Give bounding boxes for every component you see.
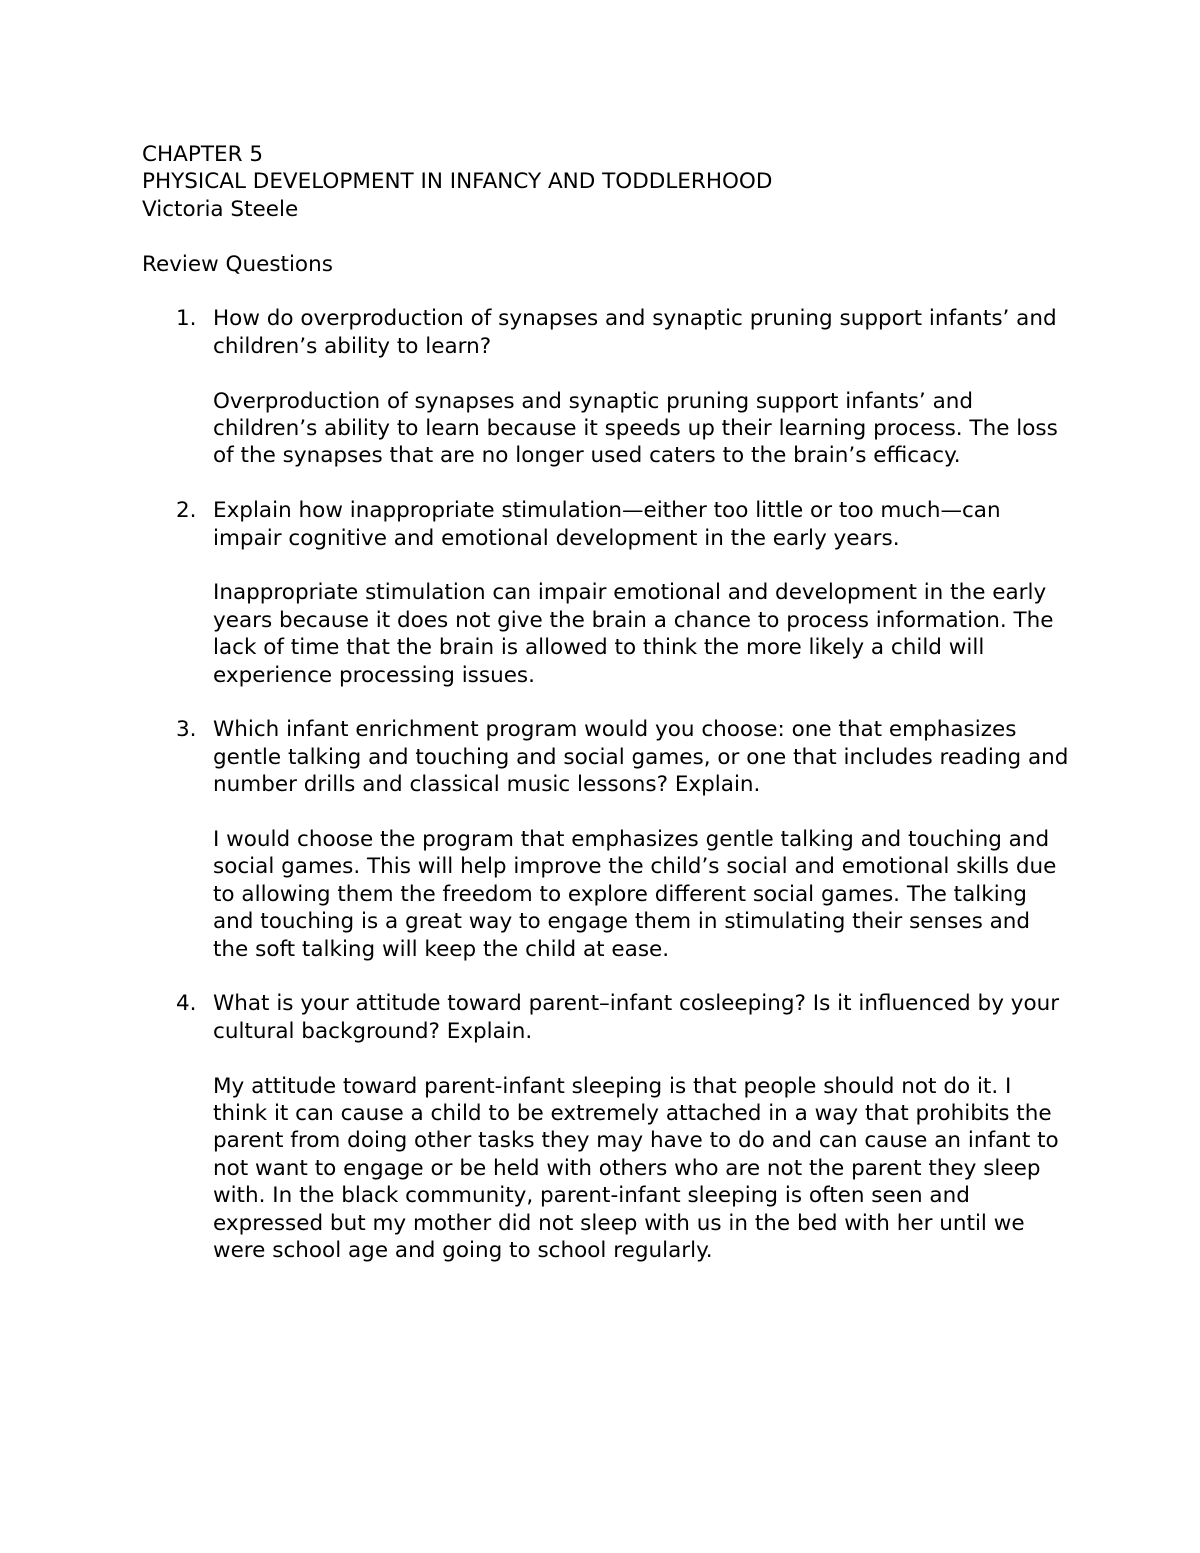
question-text: Explain how inappropriate stimulation—either too little or too much—can impair cognitive and emotional development in the early years. [213, 498, 1001, 551]
answer-text: I would choose the program that emphasizes gentle talking and touching and social games. This will help improve the child’s social and emotional skills due to allowing them the freedom to explore different social games. The talking and touching is a great way to engage them in stimulating their senses and the soft talking will keep the child at ease. [213, 827, 1057, 962]
document-page [142, 141, 1072, 1292]
question-number: 1. [176, 306, 197, 332]
answer-text: Inappropriate stimulation can impair emotional and development in the early years because it does not give the brain a chance to process information. The lack of time that the brain is allowed to think the more likely a child will experience processing issues. [213, 580, 1054, 688]
question-number: 4. [176, 991, 197, 1017]
answer-text: Overproduction of synapses and synaptic pruning support infants’ and children’s ability to learn because it speeds up their learning process. The loss of the synapses that are no longer used caters to the brain’s efficacy. [213, 388, 1058, 469]
question-item-4 [142, 990, 1072, 1264]
question-text: What is your attitude toward parent–infant cosleeping? Is it influenced by your cultural background? Explain. [213, 991, 1060, 1044]
chapter-number: CHAPTER 5 [142, 142, 264, 167]
review-questions-list [142, 305, 1072, 1264]
question-item-3 [142, 716, 1072, 963]
author-name: Victoria Steele [142, 196, 299, 222]
question-text: How do overproduction of synapses and synaptic pruning support infants’ and children’s ability to learn? [213, 306, 1057, 359]
chapter-title: PHYSICAL DEVELOPMENT IN INFANCY AND TODDLERHOOD [142, 169, 773, 195]
question-item-2 [142, 497, 1072, 689]
question-text: Which infant enrichment program would you choose: one that emphasizes gentle talking and touching and social games, or one that includes reading and number drills and classical music lessons? Explain. [213, 717, 1069, 798]
section-title: Review Questions [142, 251, 333, 277]
question-number: 3. [176, 717, 197, 743]
question-number: 2. [176, 498, 197, 524]
answer-text: My attitude toward parent-infant sleeping is that people should not do it. I think it can cause a child to be extremely attached in a way that prohibits the parent from doing other tasks they may have to do and can cause an infant to not want to engage or be held with others who are not the parent they sleep with. In the black community, parent-infant sleeping is often seen and expressed but my mother did not sleep with us in the bed with her until we were school age and going to school regularly. [213, 1073, 1059, 1264]
question-item-1 [142, 305, 1072, 469]
